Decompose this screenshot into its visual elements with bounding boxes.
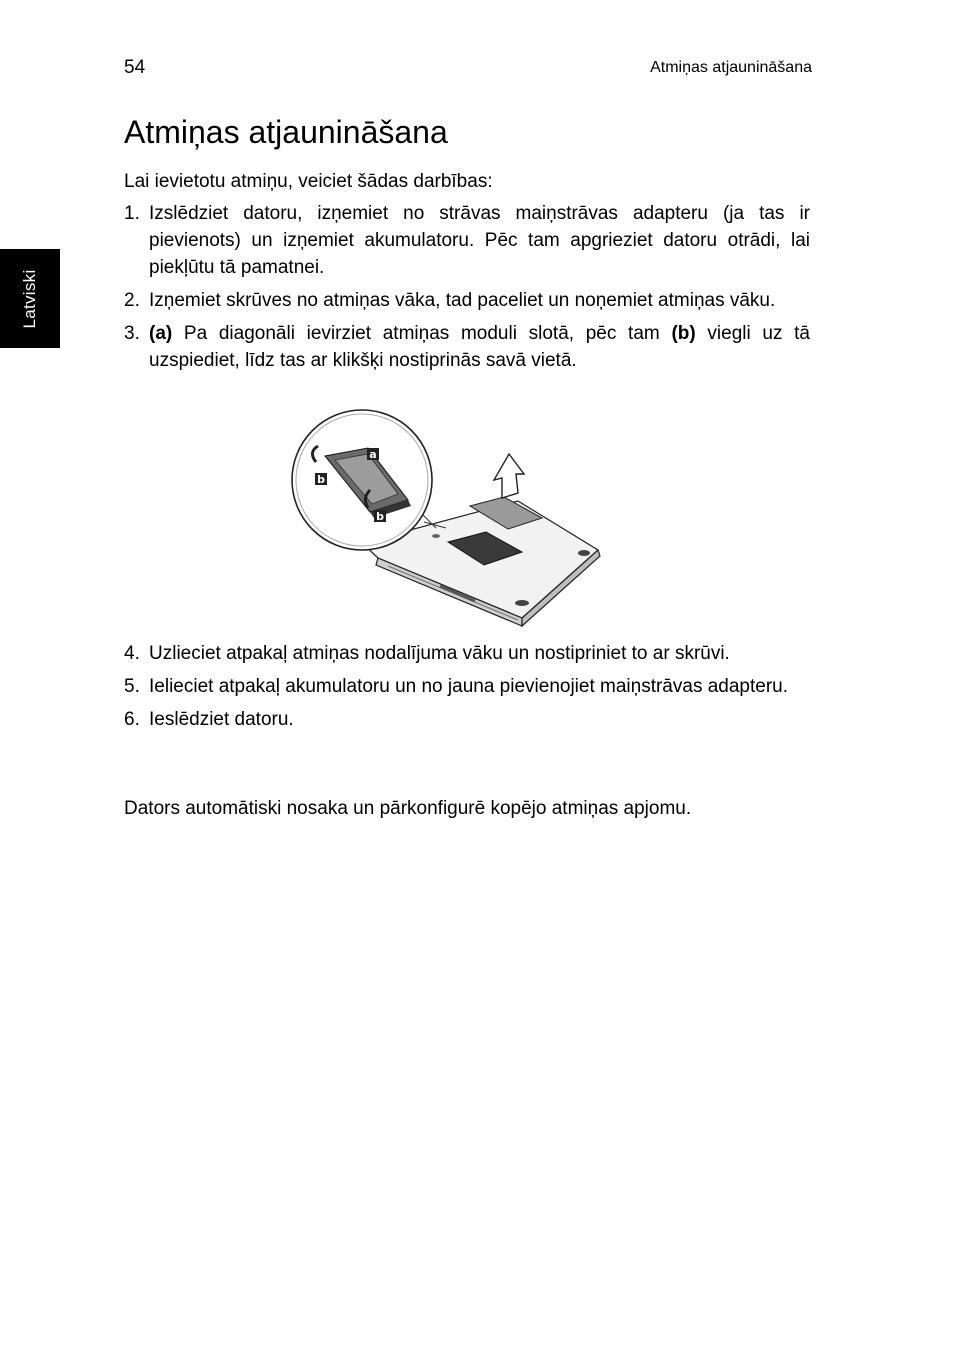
list-item — [124, 706, 810, 733]
step-number: 2. — [124, 290, 140, 311]
step-text-a: Pa diagonāli ievirziet atmiņas moduli slotā, pēc tam — [172, 323, 672, 344]
step-bold-a: (a) — [149, 323, 173, 344]
language-tab-label: Latviski — [20, 268, 39, 329]
list-item — [124, 320, 810, 374]
step-text — [149, 320, 810, 374]
step-bold-b: (b) — [671, 323, 696, 344]
step-number: 5. — [124, 676, 140, 697]
intro-text: Lai ievietotu atmiņu, veiciet šādas darbības: — [124, 171, 493, 192]
list-item — [124, 287, 810, 314]
page-title: Atmiņas atjaunināšana — [124, 114, 448, 150]
steps-list-continued — [124, 640, 810, 733]
step-text-b: viegli uz tā uzspiediet, līdz tas ar klikšķi nostiprinās savā vietā. — [149, 323, 811, 371]
language-side-tab — [0, 249, 60, 348]
steps-list — [124, 200, 810, 374]
rubber-foot — [515, 600, 529, 606]
rubber-foot — [432, 534, 440, 538]
step-number: 4. — [124, 643, 140, 664]
callout-b: b — [317, 473, 325, 486]
callout-b: b — [376, 510, 384, 523]
step-text: Ielieciet atpakaļ akumulatoru un no jauna pievienojiet maiņstrāvas adapteru. — [149, 676, 789, 697]
step-number: 6. — [124, 709, 140, 730]
closing-text: Dators automātiski nosaka un pārkonfigurē kopējo atmiņas apjomu. — [124, 798, 692, 819]
list-item — [124, 200, 810, 281]
step-text: Izņemiet skrūves no atmiņas vāka, tad paceliet un noņemiet atmiņas vāku. — [149, 290, 776, 311]
step-text: Uzlieciet atpakaļ atmiņas nodalījuma vāku un nostipriniet to ar skrūvi. — [149, 643, 730, 664]
memory-install-illustration — [290, 408, 608, 630]
list-item — [124, 640, 810, 667]
list-item — [124, 673, 810, 700]
step-number: 1. — [124, 203, 140, 224]
step-text: Ieslēdziet datoru. — [149, 709, 294, 730]
running-header: Atmiņas atjaunināšana — [650, 59, 812, 76]
lift-arrow-icon — [494, 454, 524, 498]
callout-a: a — [369, 448, 377, 461]
rubber-foot — [578, 550, 590, 556]
step-number: 3. — [124, 323, 140, 344]
page-number: 54 — [124, 57, 146, 78]
step-text: Izslēdziet datoru, izņemiet no strāvas maiņstrāvas adapteru (ja tas ir pievienots) un izņemiet akumulatoru. Pēc tam apgrieziet datoru otrādi, lai piekļūtu tā pamatnei. — [149, 203, 810, 278]
